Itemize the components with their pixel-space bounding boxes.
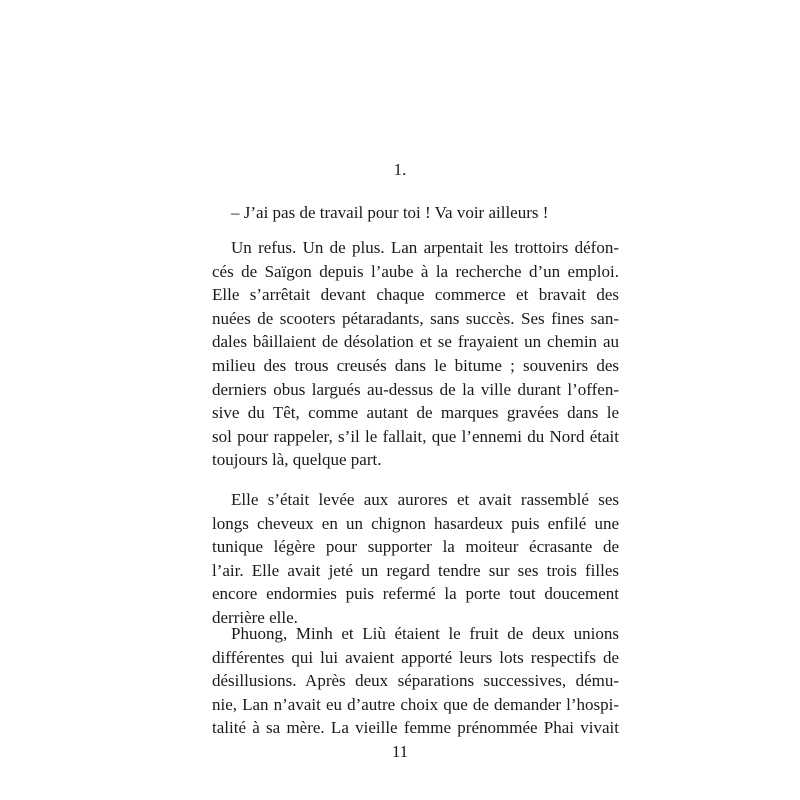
paragraph-1 — [212, 236, 619, 472]
text-line: Elle s’était levée aux aurores et avait rassemblé ses — [231, 490, 619, 509]
text-line: toujours là, quelque part. — [212, 450, 382, 470]
text-line: sol pour rappeler, s’il le fallait, que l’ennemi du Nord était — [212, 426, 619, 446]
page-number: 11 — [391, 742, 409, 761]
text-line: différentes qui lui avaient apporté leurs lots respectifs de — [212, 647, 619, 667]
text-line: nuées de scooters pétaradants, sans succès. Ses fines san- — [212, 308, 619, 328]
text-line: encore endormies puis refermé la porte tout doucement — [212, 584, 619, 604]
text-line: Phuong, Minh et Liù étaient le fruit de deux unions — [231, 624, 619, 643]
text-line: longs cheveux en un chignon hasardeux puis enfilé une — [212, 513, 619, 533]
paragraph-3 — [212, 622, 619, 740]
text-line: dales bâillaient de désolation et se frayaient un chemin au — [212, 332, 619, 352]
paragraph-2 — [212, 488, 619, 630]
chapter-number: 1. — [393, 160, 407, 179]
text-line: tunique légère pour supporter la moiteur écrasante de — [212, 537, 619, 557]
text-line: cés de Saïgon depuis l’aube à la recherche d’un emploi. — [212, 261, 619, 281]
text-line: derrière elle. — [212, 607, 298, 627]
text-line: derniers obus largués au-dessus de la ville durant l’offen- — [212, 379, 619, 399]
text-line: l’air. Elle avait jeté un regard tendre sur ses trois filles — [212, 560, 619, 580]
text-line: milieu des trous creusés dans le bitume ; souvenirs des — [212, 355, 619, 375]
text-line: nie, Lan n’avait eu d’autre choix que de demander l’hospi- — [212, 694, 619, 714]
text-line: talité à sa mère. La vieille femme prénommée Phai vivait — [212, 718, 619, 738]
text-line: Elle s’arrêtait devant chaque commerce et bravait des — [212, 285, 619, 305]
dialogue-line: – J’ai pas de travail pour toi ! Va voir ailleurs ! — [231, 203, 549, 222]
text-line: désillusions. Après deux séparations successives, dému- — [212, 671, 619, 691]
text-line: Un refus. Un de plus. Lan arpentait les trottoirs défon- — [231, 238, 619, 257]
text-line: sive du Têt, comme autant de marques gravées dans le — [212, 403, 619, 423]
dialogue-paragraph — [212, 201, 619, 225]
